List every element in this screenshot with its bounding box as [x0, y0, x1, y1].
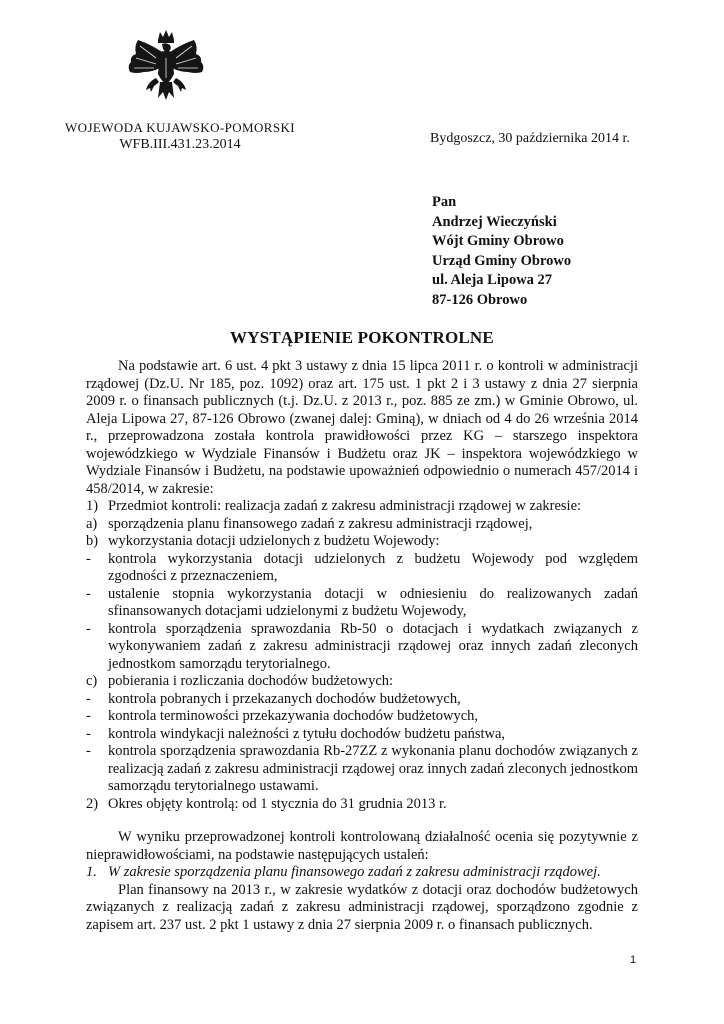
- file-reference: WFB.III.431.23.2014: [119, 137, 241, 152]
- section-heading-text: W zakresie sporządzenia planu finansowego zadań z zakresu administracji rządowej.: [108, 864, 601, 880]
- list-item: [86, 708, 638, 726]
- office-name: WOJEWODA KUJAWSKO-POMORSKI: [65, 120, 295, 135]
- list-marker: -: [86, 550, 91, 567]
- section-heading: [86, 864, 638, 882]
- list-marker: -: [86, 690, 91, 707]
- list-item: [86, 516, 638, 534]
- coat-of-arms-eagle-icon: [124, 28, 208, 110]
- place-date: Bydgoszcz, 30 października 2014 r.: [430, 131, 630, 146]
- list-item-text: kontrola pobranych i przekazanych dochodów budżetowych,: [108, 690, 461, 707]
- list-item: [86, 673, 638, 691]
- list-marker: 2): [86, 795, 99, 812]
- list-item-text: Przedmiot kontroli: realizacja zadań z zakresu administracji rządowej w zakresie:: [108, 498, 582, 514]
- list-marker: c): [86, 673, 98, 689]
- list-item: [86, 551, 638, 586]
- list-marker: -: [86, 743, 91, 759]
- list-item: [86, 498, 638, 516]
- addressee-salutation: Pan: [432, 194, 457, 210]
- paragraph-gap: [86, 813, 638, 829]
- list-marker: a): [86, 515, 98, 532]
- findings-intro-paragraph: W wyniku przeprowadzonej kontroli kontrolowaną działalność ocenia się pozytywnie z nieprawidłowościami, na podstawie następujących ustaleń:: [86, 829, 638, 863]
- list-marker: -: [86, 725, 91, 742]
- scope-list: [86, 498, 638, 813]
- addressee-name: Andrzej Wieczyński: [432, 213, 557, 230]
- document-title: WYSTĄPIENIE POKONTROLNE: [230, 328, 494, 347]
- list-item-text: kontrola terminowości przekazywania dochodów budżetowych,: [108, 708, 479, 724]
- list-item: [86, 743, 638, 796]
- document-body: [86, 358, 638, 934]
- list-item: [86, 621, 638, 674]
- intro-paragraph: Na podstawie art. 6 ust. 4 pkt 3 ustawy z dnia 15 lipca 2011 r. o kontroli w administracji rządowej (Dz.U. Nr 185, poz. 1092) oraz art. 175 ust. 1 pkt 2 i 3 ustawy z dnia 27 sierpnia 2009 r. o finansach publicznych (t.j. Dz.U. z 2013 r., poz. 885 ze zm.) w Gminie Obrowo, ul. Aleja Lipowa 27, 87-126 Obrowo (zwanej dalej: Gminą), w dniach od 4 do 26 września 2014 r., przeprowadzona została kontrola prawidłowości przez KG – starszego inspektora wojewódzkiego w Wydziale Finansów i Budżetu oraz JK – inspektora wojewódzkiego w Wydziale Finansów i Budżetu, na podstawie upoważnień odpowiednio o numerach 457/2014 i 458/2014, w zakresie:: [86, 358, 638, 497]
- list-item-text: kontrola wykorzystania dotacji udzielonych z budżetu Wojewody pod względem zgodności z przeznaczeniem,: [108, 550, 638, 584]
- list-item-text: pobierania i rozliczania dochodów budżetowych:: [108, 673, 394, 689]
- list-item-text: ustalenie stopnia wykorzystania dotacji w odniesieniu do realizowanych zadań sfinansowanych dotacjami udzielonymi z budżetu Wojewody,: [108, 585, 638, 619]
- section-paragraph: Plan finansowy na 2013 r., w zakresie wydatków z dotacji oraz dochodów budżetowych związanych z realizacją zadań z zakresu administracji rządowej, sporządzono zgodnie z zapisem art. 237 ust. 2 pkt 1 ustawy z dnia 27 sierpnia 2009 r. o finansach publicznych.: [86, 881, 638, 933]
- list-item-text: kontrola sporządzenia sprawozdania Rb-50 o dotacjach i wydatkach związanych z wykonywaniem zadań z zakresu administracji rządowej oraz innych zadań zleconych jednostkom samorządu terytorialnego.: [108, 620, 638, 672]
- list-item-text: kontrola sporządzenia sprawozdania Rb-27ZZ z wykonania planu dochodów związanych z realizacją zadań z zakresu administracji rządowej oraz innych zadań zleconych jednostkom samorządu terytorialnego ustawami.: [108, 743, 638, 794]
- list-item-text: Okres objęty kontrolą: od 1 stycznia do 31 grudnia 2013 r.: [108, 795, 447, 812]
- list-marker: 1): [86, 498, 99, 514]
- section-number: 1.: [86, 864, 97, 880]
- list-marker: -: [86, 620, 91, 637]
- list-item: [86, 726, 638, 744]
- addressee-street: ul. Aleja Lipowa 27: [432, 272, 553, 288]
- sender-block: [60, 120, 300, 153]
- list-item-text: wykorzystania dotacji udzielonych z budżetu Wojewody:: [108, 533, 440, 549]
- list-item: [86, 796, 638, 814]
- list-marker: b): [86, 533, 99, 549]
- addressee-office: Urząd Gminy Obrowo: [432, 252, 572, 269]
- addressee-block: [432, 193, 571, 310]
- page-number: 1: [630, 954, 637, 966]
- list-item: [86, 586, 638, 621]
- list-item: [86, 533, 638, 551]
- list-item-text: kontrola windykacji należności z tytułu dochodów budżetu państwa,: [108, 725, 506, 742]
- addressee-city: 87-126 Obrowo: [432, 291, 528, 308]
- addressee-position: Wójt Gminy Obrowo: [432, 233, 564, 249]
- list-item-text: sporządzenia planu finansowego zadań z zakresu administracji rządowej,: [108, 515, 533, 532]
- list-marker: -: [86, 585, 91, 602]
- list-item: [86, 691, 638, 709]
- list-marker: -: [86, 708, 91, 724]
